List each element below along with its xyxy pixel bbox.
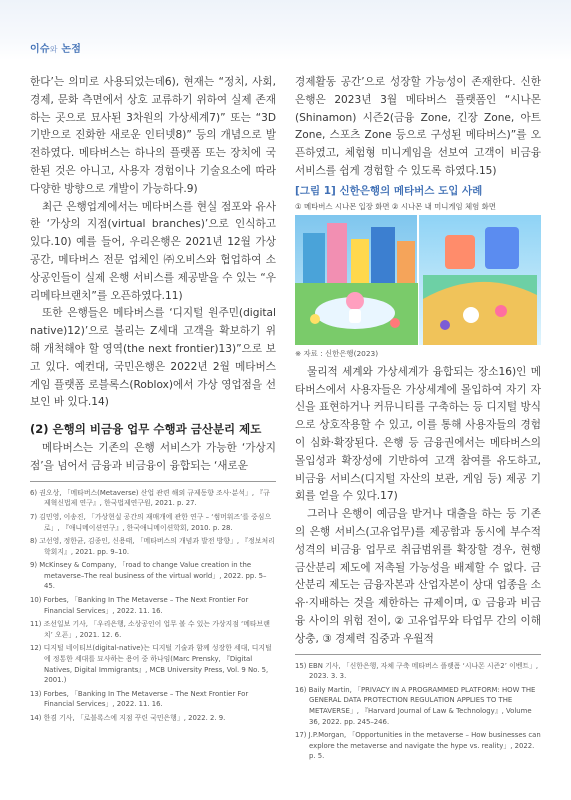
body-paragraph: 물리적 세계와 가상세계가 융합되는 장소16)인 메타버스에서 사용자들은 가상세계에 몰입하여 자기 자신을 표현하거나 커뮤니티를 구축하는 등 디지털 방식으로 상호작용할 수 있고, 이를 통해 사용자들의 경험이 심화·확장된다. 은행 등 금융권에서는 메타버스의 몰입성과 확장성에 기반하여 고객 참여를 유도하고, 비금융 서비스(디지털 자산의 보관, 게임 등) 제공 기회를 얻을 수 있다.17): [295, 365, 541, 503]
figure-title: [그림 1] 신한은행의 메타버스 도입 사례: [295, 184, 483, 197]
figure-source: ※ 자료 : 신한은행(2023): [295, 348, 379, 358]
footnote-list: [30, 488, 276, 724]
footnote: 14) 한겸 기사, 「로블록스에 지점 꾸린 국민은행」, 2022. 2. 9.: [30, 714, 226, 723]
footnote-divider: [30, 481, 276, 482]
body-paragraph: 메타버스는 기존의 은행 서비스가 가능한 ‘가상지점’을 넘어서 금융과 비금융이 융합되는 ‘새로운: [30, 442, 276, 472]
right-column: [295, 74, 541, 765]
footnote: 11) 조선일보 기사, 「우리은행, 소상공인이 업무 볼 수 있는 가상지점 ‘메타브랜치’ 오픈」, 2021. 12. 6.: [30, 620, 270, 639]
footnote: 6) 권오상, 「메타버스(Metaverse) 산업 관련 해외 규제동향 조사·분석」, 『규제혁신법제 연구』, 한국법제연구원, 2021. p. 27.: [30, 488, 270, 508]
figure-image: [295, 215, 541, 345]
footnote: 10) Forbes, 「Banking In The Metaverse – The Next Frontier For Financial Services」, 2022. 11. 16.: [30, 596, 249, 615]
footnote: 15) EBN 기사, 「신한은행, 자체 구축 메타버스 플랫폼 ‘시나몬 시즌2’ 이벤트」, 2023. 3. 3.: [295, 661, 539, 681]
footnote: 13) Forbes, 「Banking In The Metaverse – The Next Frontier For Financial Services」, 2022. 11. 16.: [30, 689, 249, 709]
body-paragraph: 또한 은행들은 메타버스를 ‘디지털 원주민(digital native)12)’으로 불리는 Z세대 고객을 확보하기 위해 개척해야 할 영역(the next frontier)13)”으로 보고 있다. 예컨대, 국민은행은 2022년 2월 메타버스 게임 플랫폼 로블록스(Roblox)에서 가상 영업점을 선보인 바 있다.14): [30, 307, 276, 409]
metaverse-illustration: [295, 215, 541, 345]
page-header: [0, 0, 571, 60]
section-tag-main: 이슈: [30, 44, 50, 55]
footnote: 16) Baily Martin, 「PRIVACY IN A PROGRAMMED PLATFORM: HOW THE GENERAL DATA PROTECTION REGULATION APPLIES TO THE METAVERSE」, 『Harvard Journal of Law & Technology』, Volume 36, 2022. pp. 245–246.: [295, 685, 536, 726]
footnote: 9) McKinsey & Company, 「road to change Value creation in the metaverse–The real business of the virtual world」, 2022. pp. 5–45.: [30, 561, 267, 591]
footnote: 12) 디지털 네이티브(digital-native)는 디지털 기술과 함께 성장한 세대, 디지털에 정통한 세대를 묘사하는 용어 중 하나임(Marc Prensky, 『Digital Natives, Digital Immigrants』, MCB University Press, Vol. 9 No. 5, 2001.): [30, 644, 272, 685]
body-paragraph: 최근 은행업계에서는 메타버스를 현실 점포와 유사한 ‘가상의 지점(virtual branches)’으로 인식하고 있다.10) 예를 들어, 우리은행은 2021년 12월 가상공간, 메타버스 전문 업체인 ㈜오비스와 협업하여 소상공인들이 실제 은행 서비스를 제공받을 수 있는 “우리메타브랜치”를 오픈하였다.11): [30, 200, 276, 302]
footnote: 7) 김민영, 이송진, 「가상현실 공간의 재매개에 관한 연구 – ‘썸머워즈’를 중심으로」, 『애니메이션연구』, 한국애니메이션학회, 2010. p. 28.: [30, 512, 272, 532]
footnote: 8) 고선영, 정한균, 김종인, 신용태, 「메타버스의 개념과 발전 방향」, 『정보처리학회지』, 2021. pp. 9–10.: [30, 537, 275, 556]
section-tag-wa: 와: [49, 45, 58, 54]
figure-subtitle: ① 메타버스 시나몬 입장 화면 ② 시나몬 내 미니게임 체험 화면: [295, 201, 496, 211]
left-column: [30, 74, 276, 727]
body-paragraph: 경제활동 공간’으로 성장할 가능성이 존재한다. 신한은행은 2023년 3월 메타버스 플랫폼인 “시나몬(Shinamon) 시즌2(금융 Zone, 긴장 Zone, 아트 Zone, 스포츠 Zone 등으로 구성된 메타버스)”를 오픈하였고, 체험형 미니게임을 선보여 고객이 비금융 서비스를 쉽게 경험할 수 있도록 하였다.15): [295, 76, 541, 177]
section-tag: [30, 40, 81, 55]
body-paragraph: 한다’는 의미로 사용되었는데6), 현재는 “정치, 사회, 경제, 문화 측면에서 상호 교류하기 위하여 실제 존재하는 곳으로 묘사된 3차원의 가상세계7)” 또는 “3D 기반으로 진화한 새로운 인터넷8)” 등의 개념으로 발전하였다. 메타버스는 하나의 플랫폼 또는 장치에 국한된 것은 아니고, 사용자 경험이나 기술요소에 따라 다양한 방향으로 개발이 가능하다.9): [30, 76, 276, 195]
footnote-list: [295, 661, 541, 762]
section-tag-end: 논점: [61, 44, 82, 55]
footnote: 17) J.P.Morgan, 「Opportunities in the metaverse – How businesses can explore the metaverse and navigate the hype vs. reality」, 2022. p. 5.: [295, 731, 541, 761]
body-paragraph: 그러나 은행이 예금을 받거나 대출을 하는 등 기존의 은행 서비스(고유업무)를 제공함과 동시에 부수적 성격의 비금융 업무로 취급범위를 확장할 경우, 현행 금산분리 제도에 저촉될 가능성을 배제할 수 없다. 금산분리 제도는 금융자본과 산업자본이 상대 업종을 소유·지배하는 것을 제한하는 규제이며, ① 금융과 비금융 사이의 위험 전이, ② 고유업무와 타업무 간의 이해상충, ③ 경제력 집중과 우월적: [295, 508, 541, 645]
section-heading: (2) 은행의 비금융 업무 수행과 금산분리 제도: [30, 422, 262, 437]
footnote-divider: [295, 654, 541, 655]
